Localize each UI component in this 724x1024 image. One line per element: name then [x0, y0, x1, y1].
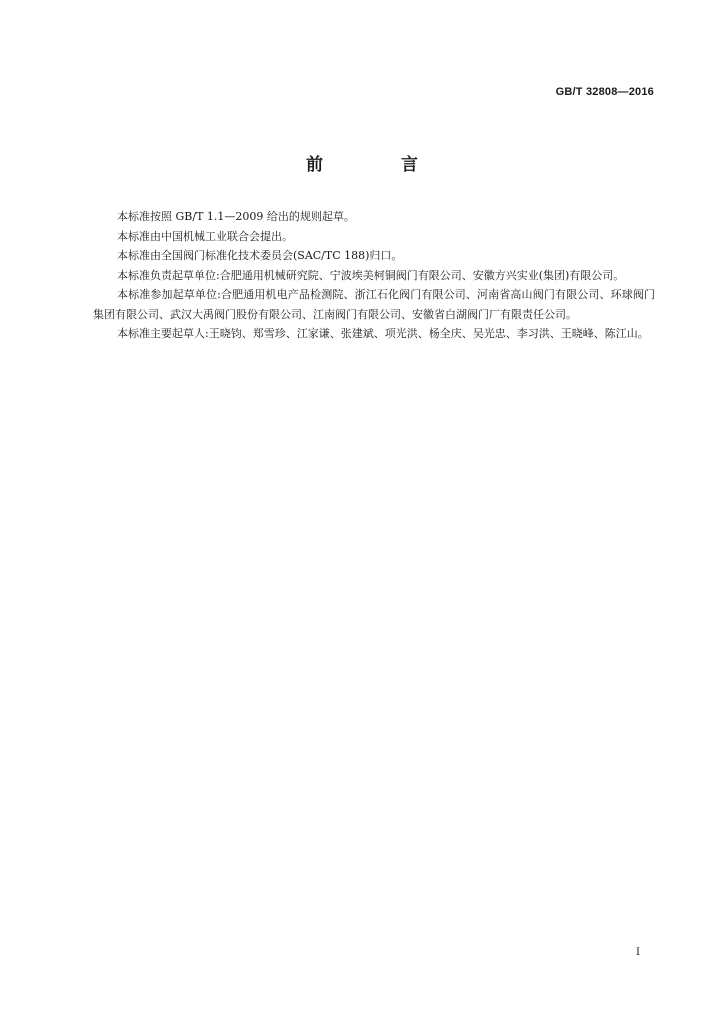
paragraph-responsible-drafters: 本标准负责起草单位:合肥通用机械研究院、宁波埃美柯铜阀门有限公司、安徽方兴实业(集团)有限公司。 [117, 268, 625, 282]
paragraph-participating-drafters: 本标准参加起草单位:合肥通用机电产品检测院、浙江石化阀门有限公司、河南省高山阀门有限公司、环球阀门集团有限公司、武汉大禹阀门股份有限公司、江南阀门有限公司、安徽省白湖阀门厂有限责任公司。 [93, 288, 655, 321]
page-number: I [636, 947, 640, 958]
paragraph-technical-committee: 本标准由全国阀门标准化技术委员会(SAC/TC 188)归口。 [117, 249, 403, 262]
page-title: 前 言 [306, 155, 454, 175]
foreword-body [93, 207, 655, 344]
paragraph-main-drafters: 本标准主要起草人:王晓钧、郑雪珍、江家谦、张建斌、项光洪、杨全庆、吴光忠、李习洪、王晓峰、陈江山。 [117, 327, 649, 340]
paragraph-proposer: 本标准由中国机械工业联合会提出。 [117, 229, 293, 243]
standard-code: GB/T 32808—2016 [555, 86, 654, 98]
paragraph-drafting-rules: 本标准按照 GB/T 1.1—2009 给出的规则起草。 [117, 210, 355, 223]
